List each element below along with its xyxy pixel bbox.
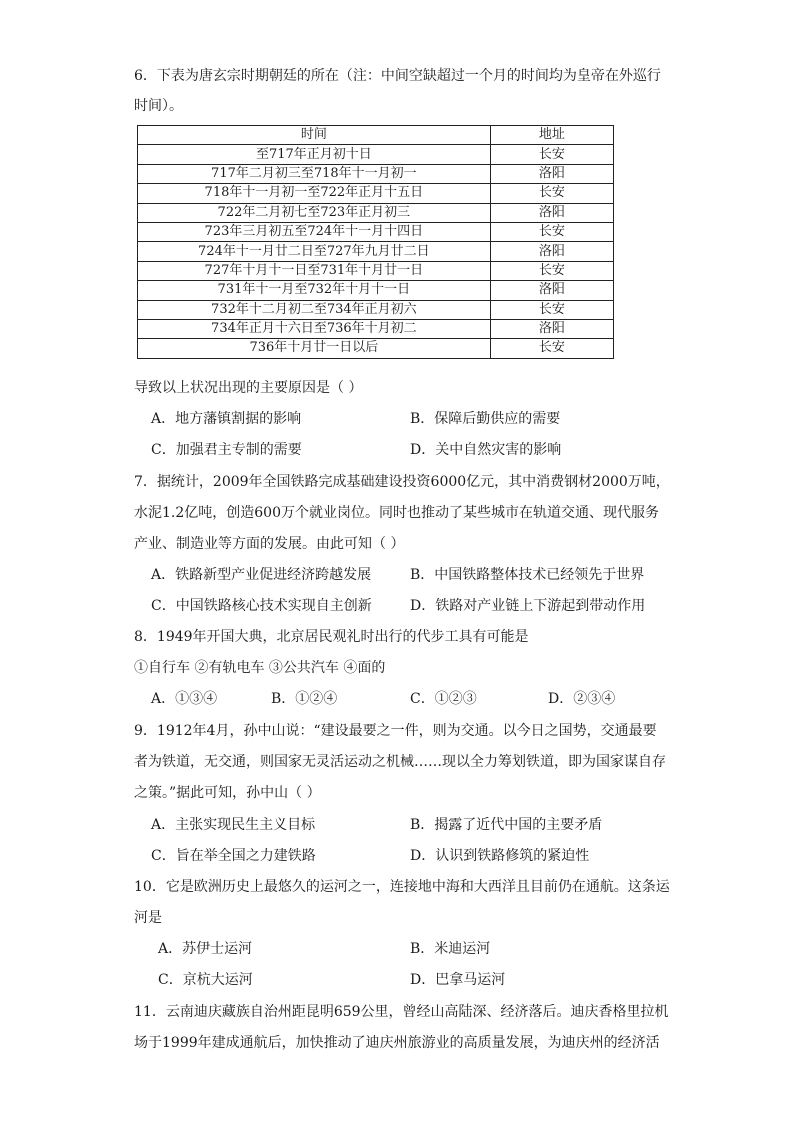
table-row — [138, 164, 614, 183]
q10-option-d: D．巴拿马运河 — [410, 972, 506, 988]
cell-place: 洛阳 — [490, 281, 613, 300]
q7-stem-line2: 水泥1.2亿吨，创造600万个就业岗位。同时也推动了某些城市在轨道交通、现代服务 — [134, 505, 659, 521]
cell-time: 732年十二月初二至734年正月初六 — [138, 300, 491, 319]
table-row — [138, 184, 614, 203]
q7-stem-line1: 7．据统计，2009年全国铁路完成基础建设投资6000亿元，其中消费钢材2000万吨， — [134, 474, 670, 490]
q7-stem-line3: 产业、制造业等方面的发展。由此可知（ ） — [134, 536, 405, 552]
header-place: 地址 — [490, 126, 613, 145]
cell-place: 长安 — [490, 184, 613, 203]
q6-option-d: D．关中自然灾害的影响 — [410, 442, 562, 458]
table-row — [138, 145, 614, 164]
table-row — [138, 261, 614, 280]
cell-time: 至717年正月初十日 — [138, 145, 491, 164]
q6-option-c: C．加强君主专制的需要 — [151, 442, 302, 458]
q10-stem-line1: 10．它是欧洲历史上最悠久的运河之一，连接地中海和大西洋且目前仍在通航。这条运 — [134, 879, 670, 895]
cell-place: 长安 — [490, 145, 613, 164]
q7-option-d: D．铁路对产业链上下游起到带动作用 — [410, 598, 646, 614]
q6-stem-line1: 6．下表为唐玄宗时期朝廷的所在（注：中间空缺超过一个月的时间均为皇帝在外巡行 — [134, 68, 661, 84]
table-row — [138, 281, 614, 300]
cell-time: 731年十一月至732年十月十一日 — [138, 281, 491, 300]
cell-place: 洛阳 — [490, 164, 613, 183]
table-row — [138, 300, 614, 319]
cell-time: 736年十月廿一日以后 — [138, 339, 491, 358]
q11-stem-line2: 场于1999年建成通航后，加快推动了迪庆州旅游业的高质量发展，为迪庆州的经济活 — [134, 1035, 660, 1051]
cell-place: 洛阳 — [490, 242, 613, 261]
table-row — [138, 339, 614, 358]
cell-time: 723年三月初五至724年十一月十四日 — [138, 222, 491, 241]
q10-option-a: A．苏伊士运河 — [158, 941, 253, 957]
table-row — [138, 203, 614, 222]
q7-option-c: C．中国铁路核心技术实现自主创新 — [151, 598, 372, 614]
q9-option-d: D．认识到铁路修筑的紧迫性 — [410, 848, 590, 864]
q6-stem-line2: 时间）。 — [134, 98, 183, 114]
q9-option-a: A．主张实现民生主义目标 — [151, 817, 316, 833]
cell-place: 洛阳 — [490, 203, 613, 222]
q10-stem-line2: 河是 — [134, 910, 162, 926]
cell-time: 724年十一月廿二日至727年九月廿二日 — [138, 242, 491, 261]
q8-option-d: D．②③④ — [548, 691, 616, 707]
q9-option-b: B．揭露了近代中国的主要矛盾 — [410, 817, 603, 833]
table-header-row — [138, 126, 614, 145]
q10-option-c: C．京杭大运河 — [158, 972, 253, 988]
q9-stem-line2: 者为铁道，无交通，则国家无灵活运动之机械……现以全力筹划铁道，即为国家谋自存 — [134, 754, 666, 770]
q7-option-a: A．铁路新型产业促进经济跨越发展 — [151, 567, 372, 583]
header-time: 时间 — [138, 126, 491, 145]
q6-option-b: B．保障后勤供应的需要 — [410, 411, 561, 427]
cell-time: 722年二月初七至723年正月初三 — [138, 203, 491, 222]
cell-time: 734年正月十六日至736年十月初二 — [138, 319, 491, 338]
q9-stem-line3: 之策。”据此可知，孙中山（ ） — [134, 785, 321, 801]
q8-option-c: C．①②③ — [410, 691, 477, 707]
cell-place: 长安 — [490, 300, 613, 319]
table-row — [138, 222, 614, 241]
table-row — [138, 242, 614, 261]
q6-schedule-table — [137, 125, 614, 359]
q8-option-a: A．①③④ — [151, 691, 218, 707]
table-row — [138, 319, 614, 338]
cell-time: 718年十一月初一至722年正月十五日 — [138, 184, 491, 203]
q8-stem-line1: 8．1949年开国大典，北京居民观礼时出行的代步工具有可能是 — [134, 629, 529, 645]
cell-place: 长安 — [490, 222, 613, 241]
q8-stem-line2: ①自行车 ②有轨电车 ③公共汽车 ④面的 — [134, 660, 386, 676]
q7-option-b: B．中国铁路整体技术已经领先于世界 — [410, 567, 645, 583]
q6-option-a: A．地方藩镇割据的影响 — [151, 411, 302, 427]
q11-stem-line1: 11．云南迪庆藏族自治州距昆明659公里，曾经山高陆深、经济落后。迪庆香格里拉机 — [134, 1004, 669, 1020]
cell-time: 717年二月初三至718年十一月初一 — [138, 164, 491, 183]
q10-option-b: B．米迪运河 — [410, 941, 491, 957]
q6-question: 导致以上状况出现的主要原因是（ ） — [134, 380, 363, 396]
q8-option-b: B．①②④ — [271, 691, 338, 707]
cell-place: 洛阳 — [490, 319, 613, 338]
cell-place: 长安 — [490, 261, 613, 280]
cell-place: 长安 — [490, 339, 613, 358]
cell-time: 727年十月十一日至731年十月廿一日 — [138, 261, 491, 280]
q9-stem-line1: 9．1912年4月，孙中山说：“建设最要之一件，则为交通。以今日之国势，交通最要 — [134, 723, 657, 739]
q9-option-c: C．旨在举全国之力建铁路 — [151, 848, 316, 864]
